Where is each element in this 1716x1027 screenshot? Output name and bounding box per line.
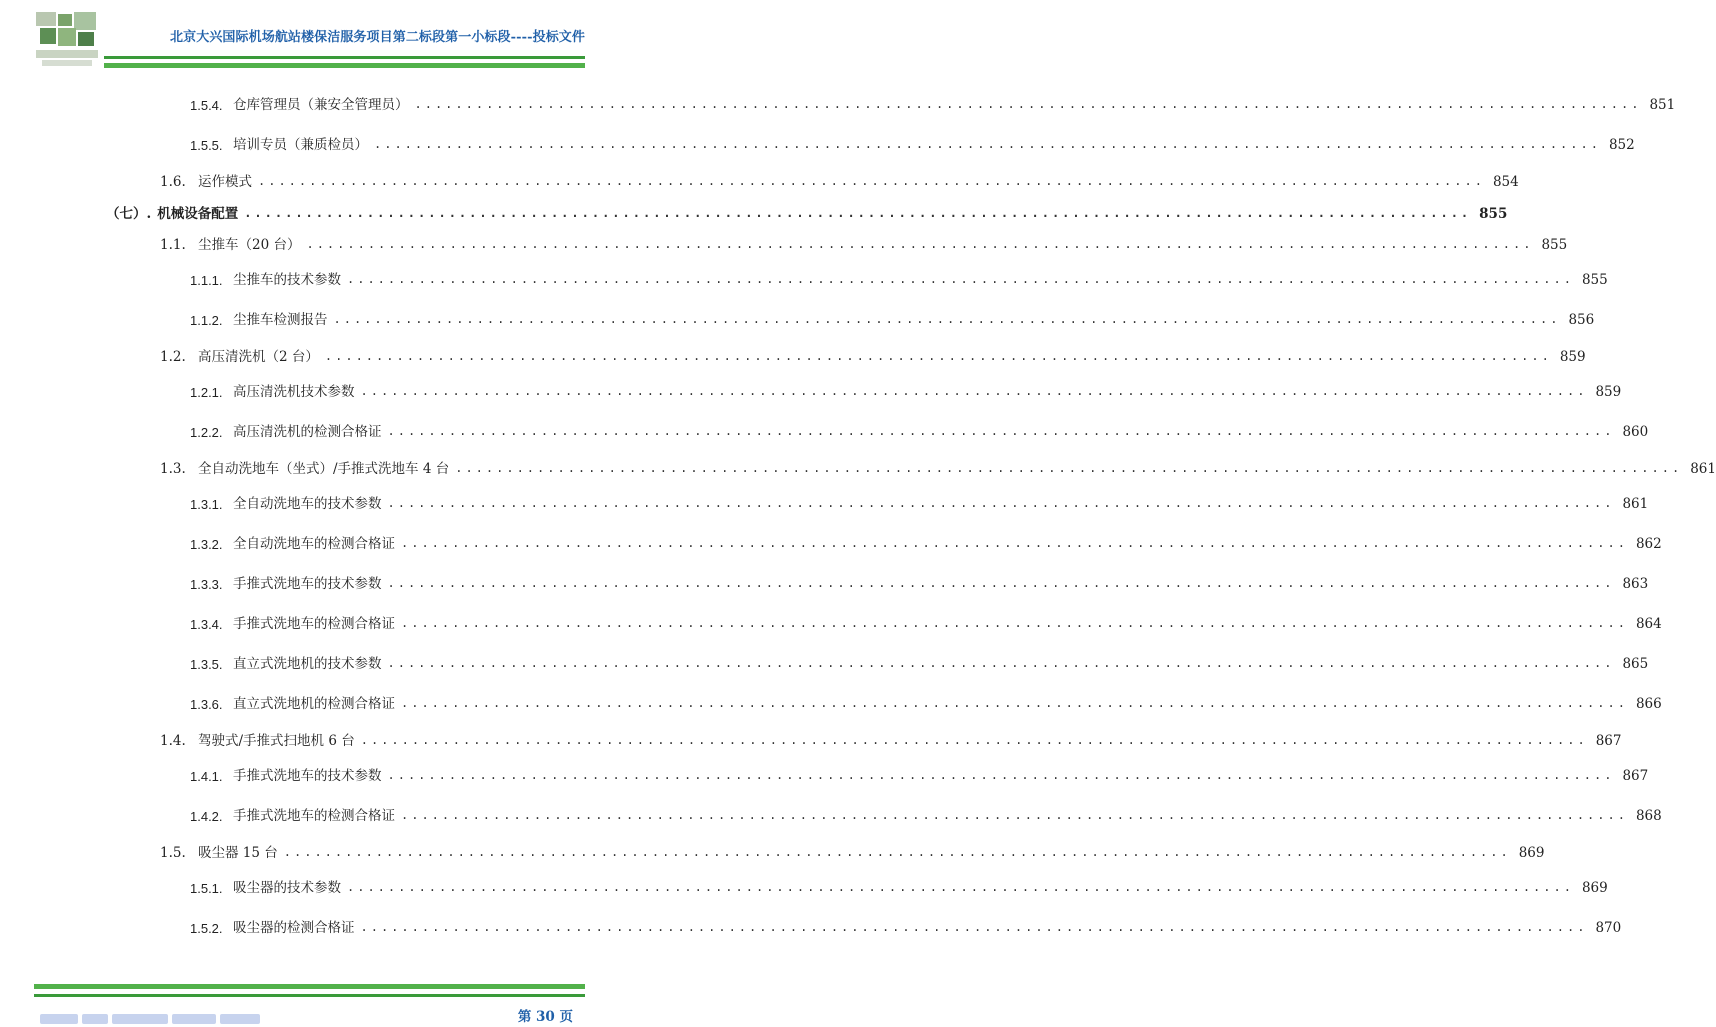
toc-entry-title: 吸尘器的检测合格证 [233,920,355,936]
toc-entry[interactable] [106,202,1508,222]
toc-entry-title: 手推式洗地车的技术参数 [233,576,382,592]
toc-entry-title: 仓库管理员（兼安全管理员） [233,97,409,113]
toc-entry-title: 尘推车（20 台） [198,237,301,253]
toc-entry-page: 855 [1581,272,1608,288]
page-number: 第 30 页 [517,1009,573,1025]
toc-entry-number: 1.3.6. [190,697,223,712]
toc-leader-dots: ........................................................................................................................ [360,384,1588,398]
toc-entry-title: 尘推车检测报告 [233,312,328,328]
toc-leader-dots: ........................................................................................................................ [387,424,1615,438]
toc-leader-dots: ........................................................................................................................ [401,616,1628,630]
toc-entry-number: 1.2. [160,349,186,365]
toc-entry[interactable] [190,692,1662,712]
toc-entry-page: 863 [1622,576,1649,592]
toc-entry-number: 1.4.2. [190,809,223,824]
toc-entry[interactable] [190,652,1649,672]
toc-entry[interactable] [190,308,1595,328]
toc-entry-number: 1.2.2. [190,425,223,440]
toc-entry-number: （七）. [106,206,152,222]
toc-leader-dots: ........................................................................................................................ [387,768,1615,782]
toc-entry[interactable] [190,492,1649,512]
toc-entry-title: 培训专员（兼质检员） [233,137,368,153]
toc-entry-page: 851 [1649,97,1676,113]
company-logo [36,12,98,68]
toc-entry-number: 1.5.4. [190,98,223,113]
toc-entry-page: 867 [1622,768,1649,784]
toc-leader-dots: ........................................................................................................................ [455,461,1683,475]
toc-entry-title: 手推式洗地车的检测合格证 [233,616,395,632]
toc-leader-dots: ........................................................................................................................ [401,536,1628,550]
toc-entry-page: 864 [1635,616,1662,632]
toc-entry-page: 860 [1622,424,1649,440]
toc-leader-dots: ........................................................................................................................ [258,174,1485,188]
toc-entry[interactable] [190,420,1649,440]
toc-leader-dots: ........................................................................................................................ [401,808,1628,822]
toc-entry-page: 867 [1595,733,1622,749]
toc-entry[interactable] [190,93,1676,113]
toc-leader-dots: ........................................................................................................................ [360,920,1588,934]
toc-entry[interactable] [160,170,1519,190]
toc-entry[interactable] [190,380,1622,400]
toc-entry-number: 1.3.5. [190,657,223,672]
toc-entry[interactable] [190,764,1649,784]
toc-entry-number: 1.3.2. [190,537,223,552]
toc-entry[interactable] [190,268,1608,288]
footer-rule-thick [34,984,585,989]
toc-entry-title: 驾驶式/手推式扫地机 6 台 [198,733,355,749]
toc-entry-number: 1.3.3. [190,577,223,592]
document-header-title: 北京大兴国际机场航站楼保洁服务项目第二标段第一小标段----投标文件 [170,30,585,45]
toc-leader-dots: ........................................................................................................................ [283,845,1511,859]
toc-entry[interactable] [190,876,1608,896]
toc-entry-page: 866 [1635,696,1662,712]
toc-entry-title: 直立式洗地机的检测合格证 [233,696,395,712]
toc-entry-page: 870 [1595,920,1622,936]
toc-leader-dots: ........................................................................................................................ [306,237,1534,251]
toc-leader-dots: ........................................................................................................................ [374,137,1601,151]
toc-entry-page: 854 [1492,174,1519,190]
toc-entry-title: 尘推车的技术参数 [233,272,341,288]
toc-entry-number: 1.2.1. [190,385,223,400]
toc-entry-title: 全自动洗地车的技术参数 [233,496,382,512]
toc-entry-title: 高压清洗机（2 台） [198,349,319,365]
toc-entry-page: 869 [1518,845,1545,861]
toc-entry-page: 861 [1622,496,1649,512]
toc-entry-number: 1.4.1. [190,769,223,784]
toc-entry-page: 859 [1559,349,1586,365]
toc-entry-number: 1.5.2. [190,921,223,936]
header-rule-thin [104,56,585,59]
toc-entry-number: 1.1.2. [190,313,223,328]
toc-entry-title: 吸尘器 15 台 [198,845,278,861]
toc-entry-title: 高压清洗机技术参数 [233,384,355,400]
toc-entry-number: 1.5.1. [190,881,223,896]
toc-entry-page: 861 [1690,461,1716,477]
toc-entry[interactable] [190,572,1649,592]
toc-entry-title: 运作模式 [198,174,252,190]
toc-entry[interactable] [190,804,1662,824]
toc-entry-page: 869 [1581,880,1608,896]
toc-entry-page: 865 [1622,656,1649,672]
toc-entry-page: 855 [1479,206,1508,222]
toc-entry-page: 852 [1608,137,1635,153]
toc-entry[interactable] [160,233,1568,253]
toc-entry-page: 868 [1635,808,1662,824]
toc-entry[interactable] [190,612,1662,632]
toc-entry[interactable] [190,133,1635,153]
toc-entry-number: 1.1. [160,237,186,253]
toc-entry-page: 859 [1595,384,1622,400]
toc-entry[interactable] [160,345,1586,365]
toc-leader-dots: ........................................................................................................................ [387,576,1615,590]
toc-entry-title: 全自动洗地车的检测合格证 [233,536,395,552]
toc-leader-dots: ........................................................................................................................ [333,312,1561,326]
footer-redacted-text [40,1008,270,1020]
toc-leader-dots: ........................................................................................................................ [387,656,1615,670]
toc-entry-number: 1.1.1. [190,273,223,288]
toc-leader-dots: ........................................................................................................................ [401,696,1628,710]
toc-entry-number: 1.3.4. [190,617,223,632]
toc-entry-title: 手推式洗地车的检测合格证 [233,808,395,824]
toc-leader-dots: ........................................................................................................................ [414,97,1642,111]
toc-entry-page: 856 [1568,312,1595,328]
toc-entry-title: 高压清洗机的检测合格证 [233,424,382,440]
toc-leader-dots: ........................................................................................................................ [347,880,1574,894]
toc-entry[interactable] [190,916,1622,936]
toc-entry-number: 1.5.5. [190,138,223,153]
toc-entry-title: 吸尘器的技术参数 [233,880,341,896]
toc-entry-number: 1.5. [160,845,186,861]
toc-entry-page: 855 [1541,237,1568,253]
toc-entry-title: 直立式洗地机的技术参数 [233,656,382,672]
toc-leader-dots: ........................................................................................................................ [347,272,1574,286]
toc-entry-title: 机械设备配置 [157,206,239,222]
toc-entry[interactable] [160,457,1716,477]
toc-leader-dots: ........................................................................................................................ [324,349,1552,363]
toc-leader-dots: ........................................................................................................................ [244,206,1472,220]
toc-entry-title: 手推式洗地车的技术参数 [233,768,382,784]
toc-entry-number: 1.3.1. [190,497,223,512]
toc-entry-number: 1.4. [160,733,186,749]
toc-leader-dots: ........................................................................................................................ [360,733,1588,747]
toc-entry[interactable] [160,841,1545,861]
footer-rule-thin [34,994,585,997]
toc-entry[interactable] [160,729,1622,749]
toc-entry-number: 1.6. [160,174,186,190]
toc-entry[interactable] [190,532,1662,552]
toc-entry-page: 862 [1635,536,1662,552]
toc-entry-title: 全自动洗地车（坐式）/手推式洗地车 4 台 [198,461,450,477]
header-rule-thick [104,63,585,68]
toc-leader-dots: ........................................................................................................................ [387,496,1615,510]
toc-entry-number: 1.3. [160,461,186,477]
